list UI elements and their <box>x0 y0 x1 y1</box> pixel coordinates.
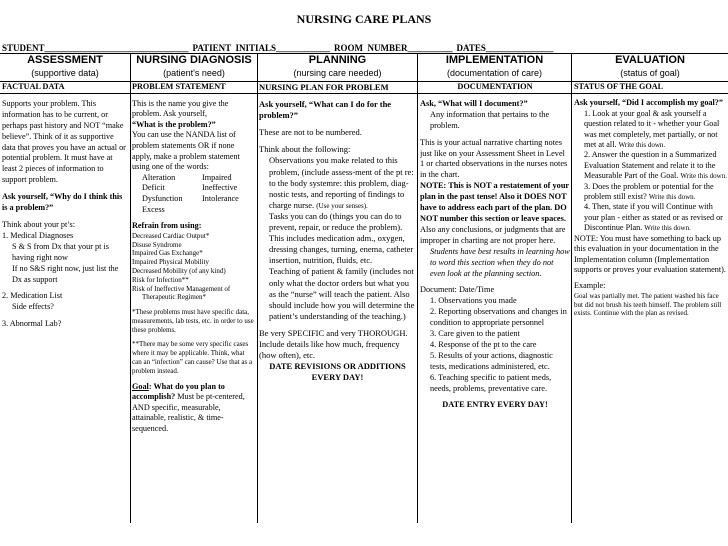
planning-question: Ask yourself, “What can I do for the problem?” <box>259 99 392 121</box>
planning-column <box>259 82 416 383</box>
implementation-tip: Students have best results in learning how to word this section when they do not even look at the planning section. <box>430 246 570 278</box>
assessment-subitem: Side effects? <box>12 302 54 312</box>
refrain-item: Risk for Infection** <box>132 275 189 284</box>
evaluation-question: Ask yourself, “Did I accomplish my goal?” <box>574 98 723 108</box>
assessment-column <box>2 82 129 330</box>
assessment-subitem: If no S&S right now, just list the Dx as support <box>12 263 119 284</box>
planning-think: Think about the following: <box>259 144 351 155</box>
evaluation-note: NOTE: You must have something to back up this evaluation in your documentation in the Implementation column (Implementation supports or proves your evaluation statement). <box>574 233 726 274</box>
subheader-factual-data: FACTUAL DATA <box>2 82 65 91</box>
implementation-entry: DATE ENTRY EVERY DAY! <box>442 400 548 410</box>
implementation-item: 1. Observations you made <box>430 296 517 306</box>
header-diagnosis <box>131 54 257 81</box>
implementation-item: 3. Care given to the patient <box>430 329 520 339</box>
column-divider <box>257 53 258 523</box>
refrain-item: Impaired Gas Exchange* <box>132 249 203 258</box>
implementation-column <box>420 82 570 411</box>
diagnosis-note: *These problems must have specific data, measurements, lab tests, etc. in order to use these problems. <box>132 308 254 334</box>
planning-specific: Be very SPECIFIC and very THOROUGH. Include details like how much, frequency (how often), etc. <box>259 327 408 361</box>
planning-observations: Observations you make related to this problem, (include assess-ment of the pt re: to the body systemre: this problem, diag-nostic tests, and reporting of findings to charge nurse. (Use your senses). <box>269 155 414 210</box>
diagnosis-column <box>132 82 256 435</box>
header-title: EVALUATION <box>615 54 685 66</box>
assessment-think: Think about your pt’s: <box>2 219 75 229</box>
assessment-subitem: S & S from Dx that your pt is having right now <box>12 241 109 262</box>
diagnosis-word: Ineffective <box>202 183 238 193</box>
refrain-item: Therapeutic Regimen* <box>142 293 206 302</box>
diagnosis-word: Deficit <box>142 183 165 193</box>
evaluation-column <box>574 82 727 318</box>
implementation-item: 4. Response of the pt to the care <box>430 339 537 349</box>
diagnosis-word: Excess <box>142 204 165 214</box>
implementation-item: 6. Teaching specific to patient meds, needs, problems, preventative care. <box>430 372 552 393</box>
diagnosis-nanda-text: You can use the NANDA list of problem statements OR if none apply, make a problem statement using one of the words: <box>132 130 240 172</box>
implementation-document: Document: Date/Time <box>420 285 495 295</box>
planning-revisions: DATE REVISIONS OR ADDITIONS EVERY DAY! <box>269 361 406 383</box>
implementation-question: Ask, “What will I document?” <box>420 98 528 108</box>
patient-initials-field[interactable]: PATIENT INITIALS____________ <box>192 43 331 53</box>
implementation-item: 2. Reporting observations and changes in condition to appropriate personnel <box>430 307 567 328</box>
diagnosis-refrain-label: Refrain from using: <box>132 221 202 231</box>
student-field[interactable]: STUDENT________________________________ <box>2 43 189 53</box>
evaluation-item: 2. Answer the question in a Summarized Evaluation Statement and relate it to the Measurable Part of the Goal. Write this down. <box>584 150 727 181</box>
student-info-line <box>2 43 557 53</box>
diagnosis-word: Intolerance <box>202 193 239 203</box>
diagnosis-note: **There may be some very specific cases where it may be applicable. Think, what can an “infection” can cause? Use that as a problem instead. <box>132 340 253 375</box>
evaluation-example-label: Example: <box>574 281 606 291</box>
header-implementation <box>418 54 571 81</box>
diagnosis-word: Impaired <box>202 172 232 182</box>
assessment-description: Supports your problem. This information has to be current, or perhaps past history and NOT “make believe”. Think of it as supportive data that proves you have an actual or potential problem. It must have at least 2 pieces of information to support problem. <box>2 98 126 185</box>
goal-label: Goal <box>132 381 149 391</box>
implementation-item: 5. Results of your actions, diagnostic tests, medications administered, etc. <box>430 350 553 371</box>
diagnosis-question: “What is the problem?” <box>132 119 216 129</box>
diagnosis-word-list <box>132 173 256 215</box>
diagnosis-word: Alteration <box>142 172 176 182</box>
evaluation-item: 3. Does the problem or potential for the problem still exist? Write this down. <box>584 181 714 202</box>
implementation-note: NOTE: This is NOT a restatement of your plan in the past tense! Also it DOES NOT have to address each part of the plan. DO NOT number this section or leave spaces. <box>420 181 569 223</box>
subheader-nursing-plan: NURSING PLAN FOR PROBLEM <box>259 82 389 92</box>
subheader-documentation: DOCUMENTATION <box>457 82 533 91</box>
diagnosis-goal <box>132 382 256 435</box>
diagnosis-description: This is the name you give the problem. Ask yourself, <box>132 98 229 119</box>
assessment-item: 2. Medication List <box>2 291 63 301</box>
dates-field[interactable]: DATES_______________ <box>456 43 554 53</box>
header-subtitle: (patient's need) <box>163 68 225 78</box>
header-subtitle: (documentation of care) <box>446 68 543 78</box>
page-title: NURSING CARE PLANS <box>296 12 432 26</box>
subheader-status-goal: STATUS OF THE GOAL <box>574 82 664 91</box>
evaluation-item: 1. Look at your goal & ask yourself a question related to it - whether your Goal was met completely, met partially, or not met at all. Write this down. <box>584 108 720 150</box>
header-evaluation <box>572 54 728 81</box>
planning-teaching: Teaching of patient & family (includes not only what the doctor orders but what you as the “nurse” will teach the patient. Also should include how you will determine the patient’s understanding of the teaching.) <box>269 266 415 321</box>
header-planning <box>258 54 417 81</box>
diagnosis-refrain-list <box>132 232 256 376</box>
refrain-item: Decreased Cardiac Output* <box>132 231 210 240</box>
planning-not-numbered: These are not to be numbered. <box>259 127 362 138</box>
column-divider <box>130 53 131 523</box>
header-subtitle: (nursing care needed) <box>293 68 382 78</box>
evaluation-example: Goal was partially met. The patient washed his face but did not brush his teeth himself. The problem still exists. Continue with the plan as revised. <box>574 291 722 318</box>
assessment-question: Ask yourself, “Why do I think this is a problem?” <box>2 192 123 213</box>
implementation-charting: This is your actual narrative charting notes just like on your Assessment Sheet in Level 1 or charted observations in the nurses notes in the chart. <box>420 137 568 180</box>
header-title: IMPLEMENTATION <box>445 54 544 66</box>
planning-tasks: Tasks you can do (things you can do to prevent, repair, or reduce the problem). This includes medication adm., oxygen, dressing changes, turning, enema, catheter insertion, nutrition, fluids, etc. <box>269 210 414 266</box>
room-number-field[interactable]: ROOM NUMBER__________ <box>334 43 453 53</box>
assessment-item: 1. Medical Diagnoses <box>2 230 74 240</box>
header-title: ASSESSMENT <box>27 54 103 66</box>
refrain-item: Decreased Mobility (of any kind) <box>132 266 226 275</box>
header-title: NURSING DIAGNOSIS <box>136 54 252 66</box>
column-divider <box>571 53 572 523</box>
goal-question: : What do you plan to accomplish? <box>132 381 225 402</box>
implementation-info: Any information that pertains to the problem. <box>430 109 550 130</box>
diagnosis-word: Dysfunction <box>142 193 183 203</box>
refrain-item: Impaired Physical Mobility <box>132 258 209 267</box>
header-assessment <box>0 54 130 81</box>
header-subtitle: (supportive data) <box>31 68 99 78</box>
evaluation-item: 4. Then, state if you will Continue with your plan - either as stated or as revised or Discontinue Plan. Write this down. <box>584 202 723 233</box>
column-divider <box>417 53 418 523</box>
refrain-item: Disuse Syndrome <box>132 240 182 249</box>
subheader-problem-statement: PROBLEM STATEMENT <box>132 82 226 91</box>
goal-text: Must be pt-centered, AND specific, measurable, attainable, realistic, & time-sequenced. <box>132 392 245 434</box>
assessment-item: 3. Abnormal Lab? <box>2 319 62 329</box>
header-title: PLANNING <box>308 54 367 66</box>
implementation-conclusions: Also any conclusions, or judgments that are improper in charting are not proper here. <box>420 224 566 245</box>
refrain-item: Risk of Ineffective Management of <box>132 284 231 293</box>
header-subtitle: (status of goal) <box>620 68 680 78</box>
